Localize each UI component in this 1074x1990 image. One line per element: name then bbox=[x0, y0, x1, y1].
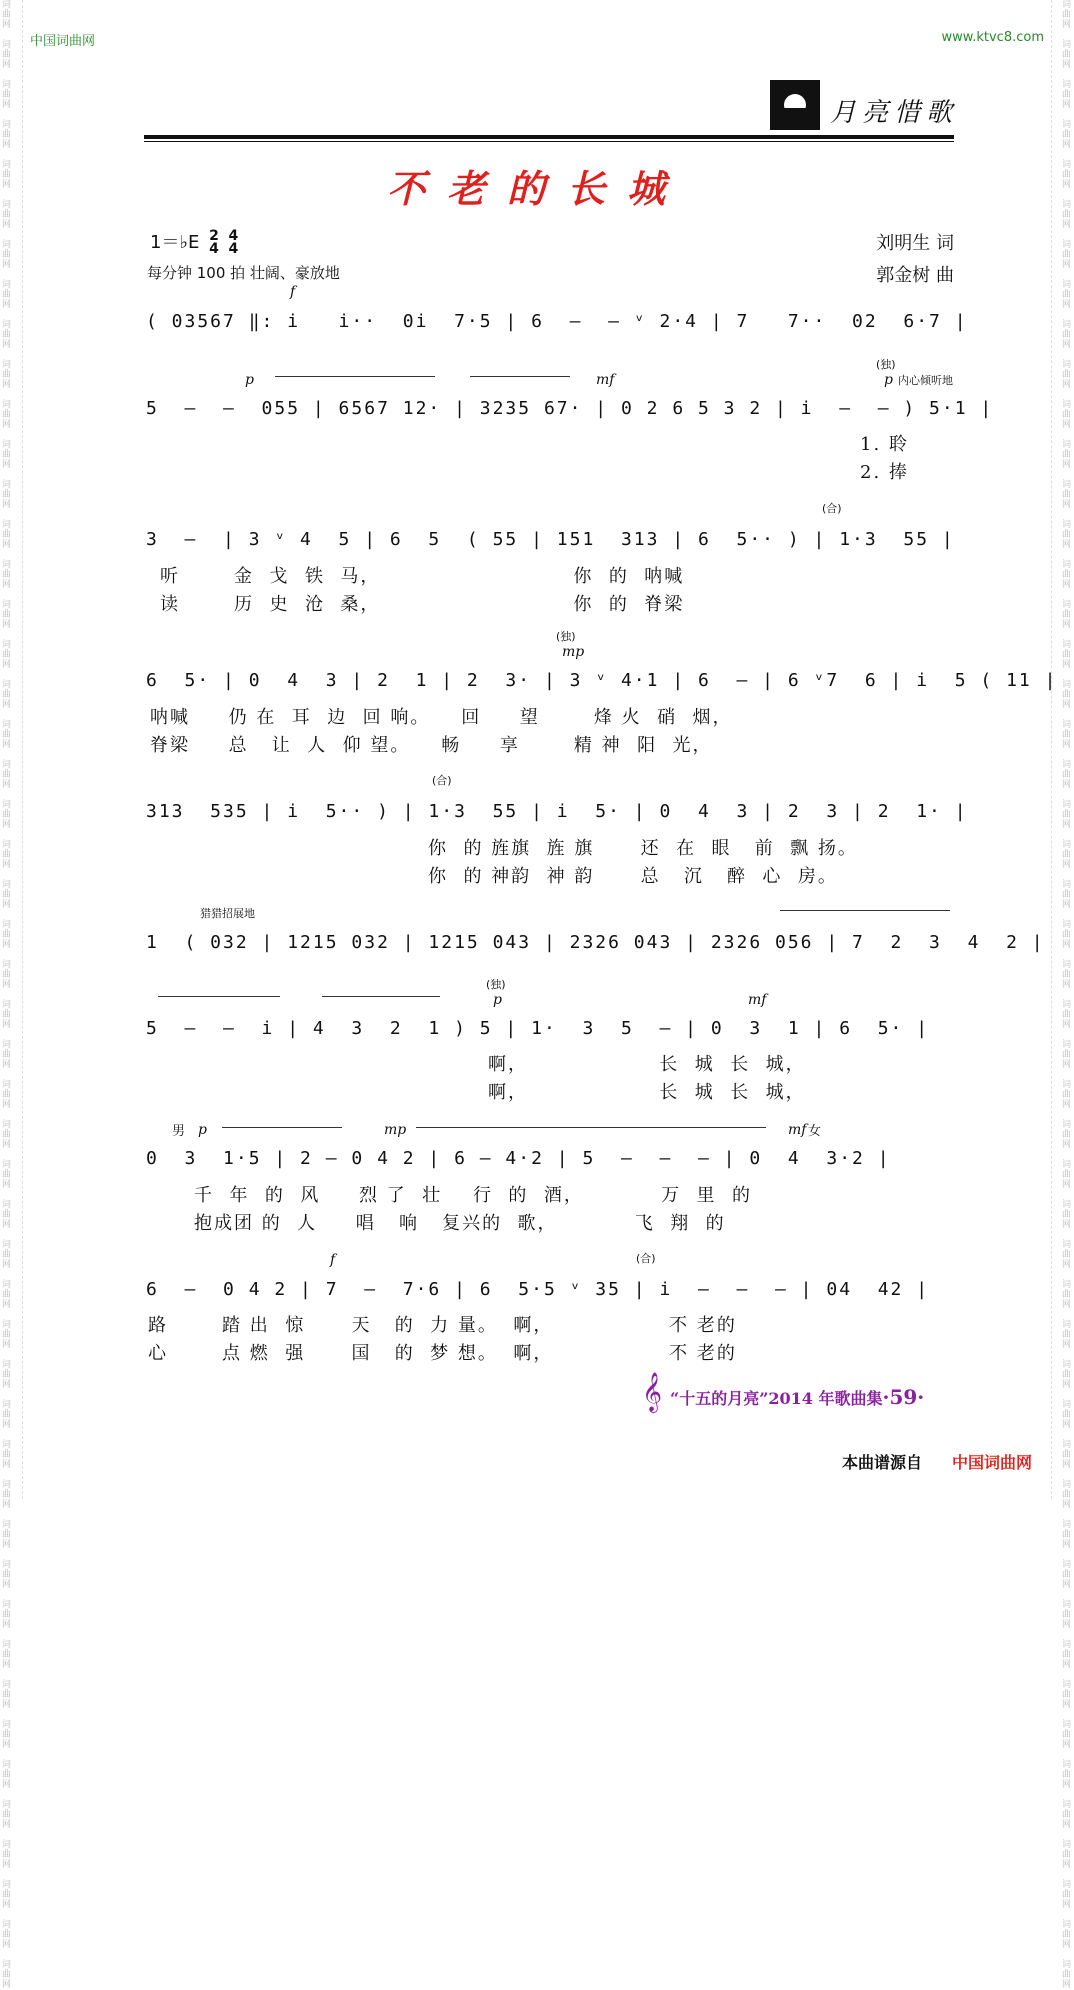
male-voice-marker: 男 bbox=[172, 1124, 186, 1139]
lyricist-credit: 刘明生 词 bbox=[876, 233, 954, 254]
left-watermark-strip: 词 曲 网 词 曲 网 词 曲 网 词 曲 网 词 曲 网 词 曲 网 词 曲 网 词 曲 网 词 曲 网 词 曲 网 词 曲 网 词 曲 网 词 曲 网 词 曲 网 词 曲 网 词 曲 网 词 曲 网 词 曲 网 词 曲 网 词 曲 网 词 曲 网 词 曲 网 词 曲 网 词 曲 网 词 曲 网 词 曲 网 词 曲 网 词 曲 网 词 曲 网 词 曲 网 词 曲 网 词 曲 网 词 曲 网 词 曲 网 词 曲 网 词 曲 网 词 曲 网 词 曲 网 词 曲 网 词 曲 网 词 曲 网 词 曲 网 词 曲 网 词 曲 网 词 曲 网 词 曲 网 词 曲 网 词 曲 网 词 曲 网 词 曲 网 bbox=[2, 0, 12, 1990]
lyric-line: 啊， 长 城 长 城， bbox=[488, 1054, 806, 1075]
chorus-marker: (合) bbox=[636, 1252, 656, 1265]
lyric-line: 你 的 旌旗 旌 旗 还 在 眼 前 飘 扬。 bbox=[428, 838, 858, 859]
dynamic-f: f bbox=[290, 284, 296, 300]
chorus-marker: (合) bbox=[822, 502, 842, 515]
lyric-line: 抱成团 的 人 唱 响 复兴的 歌， 飞 翔 的 bbox=[194, 1213, 726, 1234]
chorus-marker: (合) bbox=[432, 774, 452, 787]
key-label: 1＝♭E bbox=[150, 232, 200, 253]
score-row-7: 5 – – i | 4 3 2 1 ) 5 | 1· 3 5 – | 0 3 1 | 6 5· | bbox=[146, 1018, 930, 1039]
crescendo-hairpin bbox=[470, 376, 570, 377]
solo-marker: (独) bbox=[486, 978, 506, 991]
score-row-6: 1 ( 032 | 1215 032 | 1215 043 | 2326 043 | 2326 056 | 7 2 3 4 2 | bbox=[146, 932, 1045, 953]
score-row-3: 3 – | 3 ᵛ 4 5 | 6 5 ( 55 | 151 313 | 6 5·· ) | 1·3 55 | bbox=[146, 529, 955, 550]
logo-text: 月亮惜歌 bbox=[830, 98, 959, 128]
dynamic-mf: mf bbox=[788, 1122, 807, 1138]
tempo-marking: 每分钟 100 拍 壮阔、豪放地 bbox=[147, 264, 340, 282]
crescendo-hairpin bbox=[222, 1127, 342, 1128]
crescendo-hairpin bbox=[416, 1127, 766, 1128]
crescendo-hairpin bbox=[322, 996, 440, 997]
lyric-line: 2. 捧 bbox=[860, 462, 909, 483]
header-site-link[interactable]: 中国词曲网 bbox=[30, 34, 96, 49]
female-voice-marker: 女 bbox=[808, 1124, 822, 1139]
lyric-line: 听 金 戈 铁 马， 你 的 呐喊 bbox=[160, 566, 685, 587]
score-row-1: ( 03567 ‖: i i·· 0i 7·5 | 6 – – ᵛ 2·4 | 7 7·· 02 6·7 | bbox=[146, 311, 968, 332]
dynamic-mp: mp bbox=[562, 644, 585, 660]
key-signature bbox=[150, 228, 238, 256]
score-row-5: 313 535 | i 5·· ) | 1·3 55 | i 5· | 0 4 3 | 2 3 | 2 1· | bbox=[146, 801, 968, 822]
header-rule-thick bbox=[144, 135, 954, 139]
dynamic-mp: mp bbox=[384, 1122, 407, 1138]
dynamic-f: f bbox=[330, 1252, 336, 1268]
lyric-line: 你 的 神韵 神 韵 总 沉 醉 心 房。 bbox=[428, 866, 838, 887]
lyric-line: 脊梁 总 让 人 仰 望。 畅 享 精 神 阳 光， bbox=[150, 735, 713, 756]
dynamic-mf: mf bbox=[596, 372, 615, 388]
expression-marking: 内心倾听地 bbox=[898, 374, 953, 387]
right-margin-divider bbox=[1051, 0, 1052, 1499]
solo-marker: (独) bbox=[556, 630, 576, 643]
moon-logo-icon bbox=[770, 80, 820, 130]
crescendo-hairpin bbox=[780, 910, 950, 911]
dynamic-p: p bbox=[198, 1122, 207, 1138]
solo-marker: (独) bbox=[876, 358, 896, 371]
time-signature-1: 2 4 bbox=[209, 228, 219, 257]
score-row-9: 6 – 0 4 2 | 7 – 7·6 | 6 5·5 ᵛ 35 | i – – – | 04 42 | bbox=[146, 1279, 930, 1300]
score-row-8: 0 3 1·5 | 2 – 0 4 2 | 6 – 4·2 | 5 – – – | 0 4 3·2 | bbox=[146, 1148, 891, 1169]
dynamic-p: p bbox=[245, 372, 254, 388]
lyric-line: 1. 聆 bbox=[860, 434, 909, 455]
time-signature-2: 4 4 bbox=[228, 228, 239, 257]
lyric-line: 千 年 的 风 烈 了 壮 行 的 酒， 万 里 的 bbox=[194, 1185, 752, 1206]
right-watermark-strip: 词 曲 网 词 曲 网 词 曲 网 词 曲 网 词 曲 网 词 曲 网 词 曲 网 词 曲 网 词 曲 网 词 曲 网 词 曲 网 词 曲 网 词 曲 网 词 曲 网 词 曲 网 词 曲 网 词 曲 网 词 曲 网 词 曲 网 词 曲 网 词 曲 网 词 曲 网 词 曲 网 词 曲 网 词 曲 网 词 曲 网 词 曲 网 词 曲 网 词 曲 网 词 曲 网 词 曲 网 词 曲 网 词 曲 网 词 曲 网 词 曲 网 词 曲 网 词 曲 网 词 曲 网 词 曲 网 词 曲 网 词 曲 网 词 曲 网 词 曲 网 词 曲 网 词 曲 网 词 曲 网 词 曲 网 词 曲 网 词 曲 网 词 曲 网 bbox=[1062, 0, 1072, 1990]
header-url-link[interactable]: www.ktvc8.com bbox=[941, 30, 1044, 45]
source-site-link[interactable]: 中国词曲网 bbox=[952, 1453, 1033, 1472]
lyric-line: 读 历 史 沧 桑， 你 的 脊梁 bbox=[160, 594, 685, 615]
score-row-4: 6 5· | 0 4 3 | 2 1 | 2 3· | 3 ᵛ 4·1 | 6 – | 6 ᵛ7 6 | i 5 ( 11 | bbox=[146, 670, 1058, 691]
crescendo-hairpin bbox=[275, 376, 435, 377]
dynamic-mf: mf bbox=[748, 992, 767, 1008]
treble-clef-icon: 𝄞 bbox=[642, 1372, 663, 1412]
collection-footer: “十五的月亮”2014 年歌曲集·59· bbox=[670, 1385, 925, 1409]
lyric-line: 心 点 燃 强 国 的 梦 想。 啊， 不 老的 bbox=[148, 1343, 737, 1364]
song-title: 不老的长城 bbox=[386, 166, 687, 211]
dynamic-p-solo: p bbox=[884, 372, 893, 388]
diminuendo-hairpin bbox=[158, 996, 280, 997]
dynamic-p: p bbox=[493, 992, 502, 1008]
header-rule-thin bbox=[144, 141, 954, 142]
lyric-line: 啊， 长 城 长 城， bbox=[488, 1082, 806, 1103]
lyric-line: 路 踏 出 惊 天 的 力 量。 啊， 不 老的 bbox=[148, 1315, 737, 1336]
expression-marking: 猎猎招展地 bbox=[200, 907, 255, 920]
source-label: 本曲谱源自 bbox=[842, 1453, 923, 1472]
left-margin-divider bbox=[22, 0, 23, 1499]
lyric-line: 呐喊 仍 在 耳 边 回 响。 回 望 烽 火 硝 烟， bbox=[150, 707, 733, 728]
composer-credit: 郭金树 曲 bbox=[876, 265, 954, 286]
score-row-2: 5 – – 055 | 6567 12· | 3235 67· | 0 2 6 5 3 2 | i – – ) 5·1 | bbox=[146, 398, 994, 419]
